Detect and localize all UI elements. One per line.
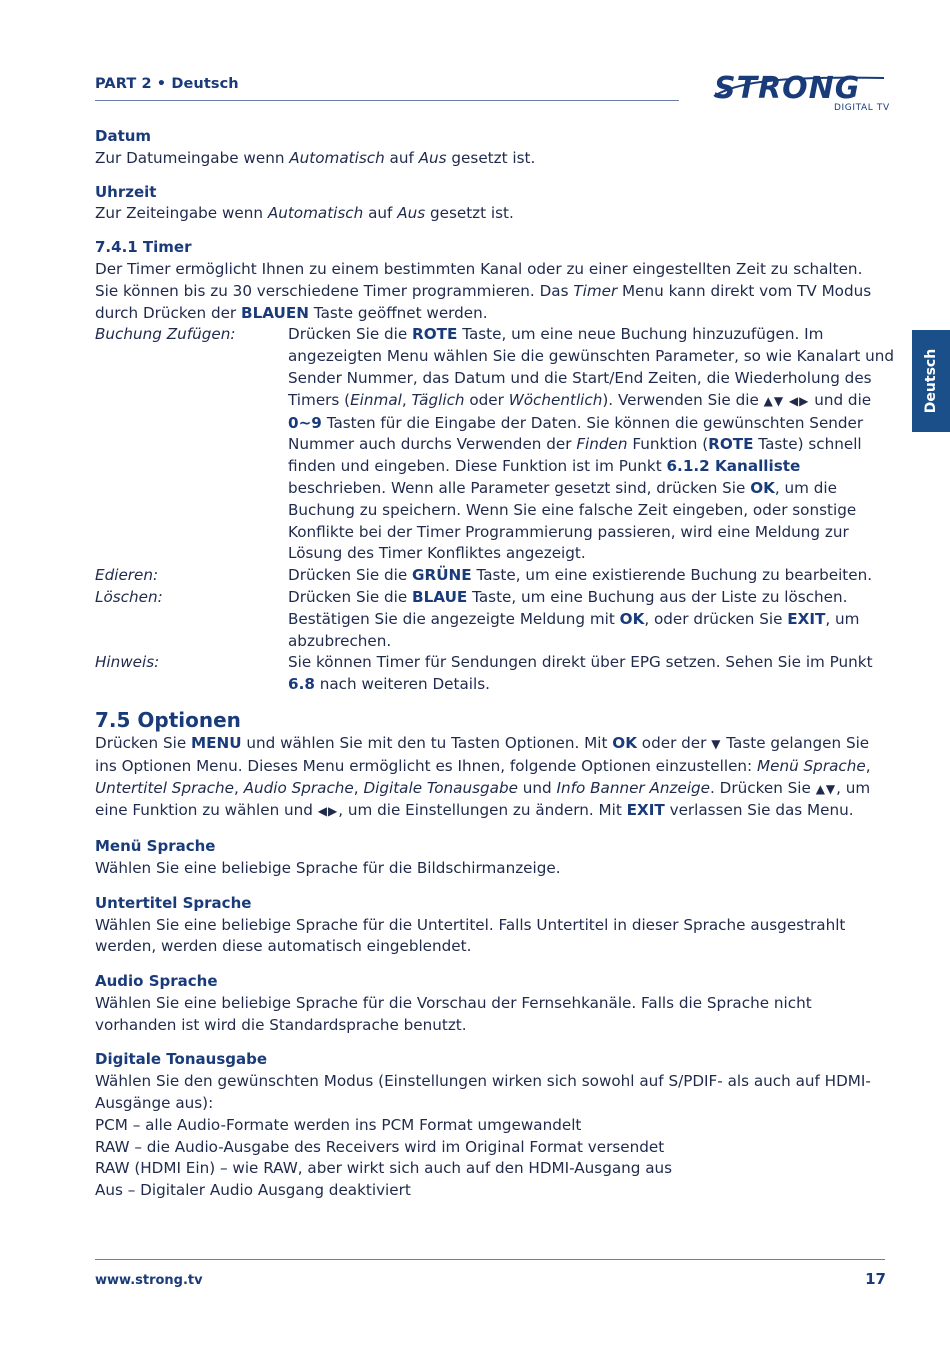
section-datum [95,126,895,170]
list-item: PCM – alle Audio-Formate werden ins PCM Format umgewandelt [95,1115,582,1134]
timer-row-hint [95,652,895,696]
timer-intro: Der Timer ermöglicht Ihnen zu einem bestimmten Kanal oder zu einer eingestellten Zeit zu schalten. Sie können bis zu 30 verschiedene Timer programmieren. Das Timer Menu kann direkt vom TV Modus durch Drücken der BLAUEN Taste geöffnet werden. [95,259,872,322]
timer-row-add [95,324,895,565]
list-item: RAW – die Audio-Ausgabe des Receivers wird im Original Format versendet [95,1137,665,1156]
side-tab-label: Deutsch [923,348,939,414]
section-timer [95,237,895,696]
heading-audio-sprache: Audio Sprache [95,972,218,991]
arrow-down-icon: ▼ [711,736,722,751]
timer-row-delete [95,587,895,652]
paragraph-datum: Zur Datumeingabe wenn Automatisch auf Aus gesetzt ist. [95,148,536,167]
timer-desc-edit: Drücken Sie die GRÜNE Taste, um eine existierende Buchung zu bearbeiten. [288,566,873,585]
paragraph-untertitel-sprache: Wählen Sie eine beliebige Sprache für die Untertitel. Falls Untertitel in dieser Sprache ausgestrahlt werden, werden diese automatisch eingeblendet. [95,915,846,956]
timer-label-hint: Hinweis: [95,653,160,672]
section-menu-sprache [95,836,895,880]
footer-divider [95,1259,885,1260]
list-item: RAW (HDMI Ein) – wie RAW, aber wirkt sich auch auf den HDMI-Ausgang aus [95,1159,673,1178]
logo-subtitle: DIGITAL TV [834,103,890,113]
paragraph-optionen: Drücken Sie MENU und wählen Sie mit den tu Tasten Optionen. Mit OK oder der ▼ Taste gelangen Sie ins Optionen Menu. Dieses Menu ermöglicht es Ihnen, folgende Optionen einzustellen: Menü Sprache, Untertitel Sprache, Audio Sprache, Digitale Tonausgabe und Info Banner Anzeige. Drücken Sie ▲▼, um eine Funktion zu wählen und ◀▶, um die Einstellungen zu ändern. Mit EXIT verlassen Sie das Menu. [95,733,871,820]
heading-menu-sprache: Menü Sprache [95,837,216,856]
timer-desc-delete: Drücken Sie die BLAUE Taste, um eine Buchung aus der Liste zu löschen. Bestätigen Sie die angezeigte Meldung mit OK, oder drücken Sie EXIT, um abzubrechen. [288,587,860,650]
header-divider [95,100,679,101]
arrow-keys-icon: ▲▼ ◀▶ [763,393,810,408]
paragraph-uhrzeit: Zur Zeiteingabe wenn Automatisch auf Aus gesetzt ist. [95,204,514,223]
logo-wordmark: STRONG [714,71,861,106]
page-number: 17 [865,1270,886,1288]
timer-label-delete: Löschen: [95,587,163,606]
heading-digitale-tonausgabe: Digitale Tonausgabe [95,1050,268,1069]
timer-desc-hint: Sie können Timer für Sendungen direkt über EPG setzen. Sehen Sie im Punkt 6.8 nach weiteren Details. [288,653,873,694]
heading-untertitel-sprache: Untertitel Sprache [95,893,252,912]
heading-uhrzeit: Uhrzeit [95,182,157,201]
section-digitale-tonausgabe [95,1049,895,1202]
paragraph-digitale-tonausgabe: Wählen Sie den gewünschten Modus (Einstellungen wirken sich sowohl auf S/PDIF- als auch auf HDMI-Ausgänge aus): [95,1072,871,1113]
heading-timer: 7.4.1 Timer [95,238,192,257]
header-part-label: PART 2 • Deutsch [95,76,239,92]
paragraph-menu-sprache: Wählen Sie eine beliebige Sprache für die Bildschirmanzeige. [95,858,561,877]
section-audio-sprache [95,971,895,1036]
page-content [95,126,895,1202]
heading-optionen: 7.5 Optionen [95,707,241,732]
timer-desc-add: Drücken Sie die ROTE Taste, um eine neue Buchung hinzuzufügen. Im angezeigten Menu wählen Sie die gewünschten Parameter, so wie Kanalart und Sender Nummer, das Datum und die Start/End Zeiten, die Wiederholung des Timers (Einmal, Täglich oder Wöchentlich). Verwenden Sie die ▲▼ ◀▶ und die 0~9 Tasten für die Eingabe der Daten. Sie können die gewünschten Sender Nummer auch durchs Verwenden der Finden Funktion (ROTE Taste) schnell finden und eingeben. Diese Funktion ist im Punkt 6.1.2 Kanalliste beschrieben. Wenn alle Parameter gesetzt sind, drücken Sie OK, um die Buchung zu speichern. Wenn Sie eine falsche Zeit eingeben, oder sonstige Konflikte bei der Timer Programmierung passieren, wird eine Meldung zur Lösung des Timer Konfliktes angezeigt. [288,325,894,563]
list-item: Aus – Digitaler Audio Ausgang deaktiviert [95,1181,411,1200]
heading-datum: Datum [95,127,152,145]
section-uhrzeit [95,182,895,226]
timer-row-edit [95,565,895,587]
footer-url: www.strong.tv [95,1273,203,1288]
paragraph-audio-sprache: Wählen Sie eine beliebige Sprache für die Vorschau der Fernsehkanäle. Falls die Sprache nicht vorhanden ist wird die Standardsprache benutzt. [95,993,812,1034]
language-side-tab [912,330,950,432]
arrow-leftright-icon: ◀▶ [317,804,339,819]
arrow-updown-icon: ▲▼ [815,781,837,796]
timer-label-edit: Edieren: [95,566,159,585]
timer-label-add: Buchung Zufügen: [95,325,236,344]
section-untertitel-sprache [95,893,895,958]
